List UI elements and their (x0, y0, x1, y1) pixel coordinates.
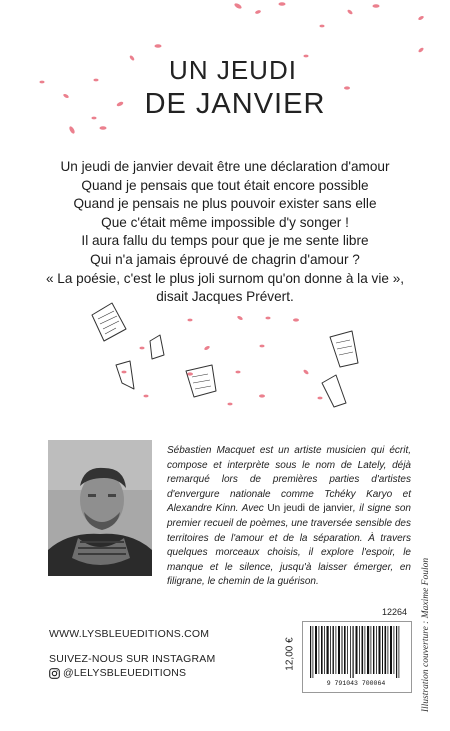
price-label (283, 624, 297, 684)
book-title-line2: DE JANVIER (144, 88, 326, 120)
instagram-label: SUIVEZ-NOUS SUR INSTAGRAM (49, 653, 216, 665)
barcode-number: 9 791043 700064 (326, 680, 386, 687)
bio-text: Sébastien Macquet est un artiste musicien qui écrit, compose et interprète sous le nom de Lately, déjà remarqué lors de premières parties d'artistes d'envergure nationale comme Tchéky Karyo et Alexandre Kinn. Avec (167, 445, 411, 515)
book-title-line1: UN JEUDI (169, 55, 297, 85)
poem-line: Que c'était même impossible d'y songer ! (101, 214, 349, 230)
instagram-icon (49, 668, 60, 679)
poem-line: « La poésie, c'est le plus joli surnom qu'on donne à la vie », (45, 270, 405, 286)
illustration-credit (419, 557, 433, 713)
flying-papers-illustration (0, 295, 450, 425)
reference-code: 12264 (382, 607, 408, 617)
barcode-bars (306, 624, 406, 688)
author-photo (48, 440, 152, 576)
poem-line: Il aura fallu du temps pour que je me sente libre (81, 233, 369, 249)
instagram-block (49, 652, 215, 680)
publisher-website[interactable]: WWW.LYSBLEUEDITIONS.COM (49, 628, 210, 640)
instagram-handle[interactable]: @LELYSBLEUEDITIONS (63, 667, 187, 679)
bio-book-title: Un jeudi de janvier (267, 503, 353, 515)
author-biography (167, 444, 411, 590)
illustration-credit-text: Illustration couverture : Maxime Foulon (421, 557, 431, 713)
poem-line: Un jeudi de janvier devait être une déclaration d'amour (60, 159, 390, 174)
bio-text: , il signe son premier recueil de poèmes, une traversée sensible des territoires de l'amour et de la séparation. À travers quelques morceaux choisis, il explore l'espoir, le manque et le silence, jusqu'à laisser émerger, en filigrane, le chemin de la guérison. (167, 503, 411, 588)
price-text: 12,00 € (284, 637, 296, 671)
poem-excerpt (0, 158, 450, 307)
poem-line: disait Jacques Prévert. (156, 289, 294, 305)
isbn-barcode (302, 621, 412, 693)
poem-line: Qui n'a jamais éprouvé de chagrin d'amour ? (90, 251, 360, 267)
poem-line: Quand je pensais ne plus pouvoir exister sans elle (73, 196, 377, 212)
poem-line: Quand je pensais que tout était encore possible (81, 177, 369, 193)
